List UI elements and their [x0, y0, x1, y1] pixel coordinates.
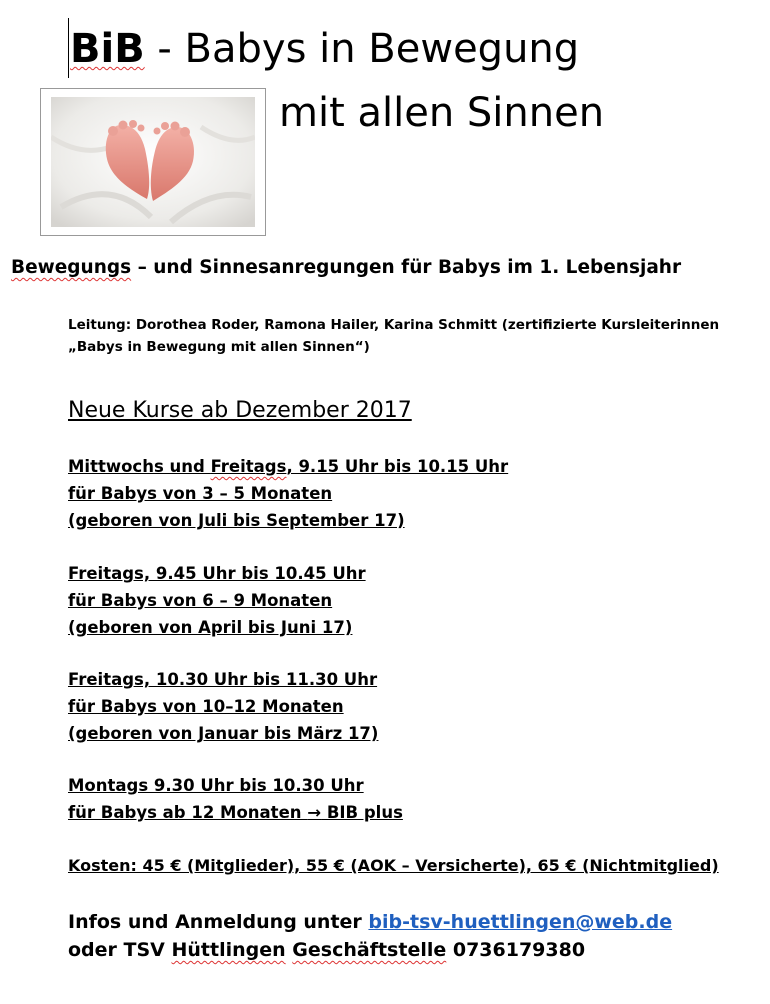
leadership-line-1: Leitung: Dorothea Roder, Ramona Hailer, Karina Schmitt (zertifizierte Kursleiterinnen [68, 317, 720, 333]
course-1-hours: , 9.15 Uhr bis 10.15 Uhr [286, 457, 509, 476]
course-2-born: (geboren von April bis Juni 17) [68, 618, 353, 637]
email-link[interactable]: bib-tsv-huettlingen@web.de [368, 911, 673, 933]
text-cursor [68, 18, 69, 78]
course-4-age-text: für Babys ab 12 Monaten [68, 803, 308, 822]
contact-phone: 0736179380 [446, 939, 586, 961]
course-3-born: (geboren von Januar bis März 17) [68, 724, 379, 743]
costs: Kosten: 45 € (Mitglieder), 55 € (AOK – Versicherte), 65 € (Nichtmitglied) [68, 856, 719, 875]
contact-line-1 [68, 908, 672, 936]
course-3-age: für Babys von 10–12 Monaten [68, 697, 344, 716]
contact-prefix: Infos und Anmeldung unter [68, 911, 369, 933]
course-1-time [68, 456, 508, 478]
course-1-days: Mittwochs und [68, 457, 211, 476]
baby-feet-photo [40, 88, 266, 236]
contact-office: Geschäftstelle [292, 939, 447, 961]
course-3-time: Freitags, 10.30 Uhr bis 11.30 Uhr [68, 670, 378, 689]
subtitle-first-word: Bewegungs [11, 257, 132, 278]
courses-heading: Neue Kurse ab Dezember 2017 [68, 398, 412, 423]
contact-line-2 [68, 936, 585, 964]
contact-or-tsv: oder TSV [68, 939, 172, 961]
course-1-age: für Babys von 3 – 5 Monaten [68, 484, 333, 503]
course-4-plus: BIB plus [321, 803, 403, 822]
baby-feet-icon [51, 97, 255, 227]
contact-town: Hüttlingen [171, 939, 286, 961]
title-brand: BiB [70, 26, 145, 72]
page-title-line2: mit allen Sinnen [279, 90, 605, 136]
page-title [70, 24, 579, 74]
title-line1-rest: - Babys in Bewegung [144, 26, 580, 72]
leadership-line-2: „Babys in Bewegung mit allen Sinnen“) [68, 339, 370, 355]
course-2-time: Freitags, 9.45 Uhr bis 10.45 Uhr [68, 564, 366, 583]
course-4-age [68, 802, 403, 824]
course-2-age: für Babys von 6 – 9 Monaten [68, 591, 333, 610]
course-1-day-friday: Freitags [210, 457, 287, 476]
subtitle [11, 256, 681, 280]
course-1-born: (geboren von Juli bis September 17) [68, 511, 405, 530]
subtitle-rest: – und Sinnesanregungen für Babys im 1. Lebensjahr [131, 257, 682, 278]
arrow-right-icon: → [307, 803, 322, 822]
course-4-time: Montags 9.30 Uhr bis 10.30 Uhr [68, 776, 364, 795]
